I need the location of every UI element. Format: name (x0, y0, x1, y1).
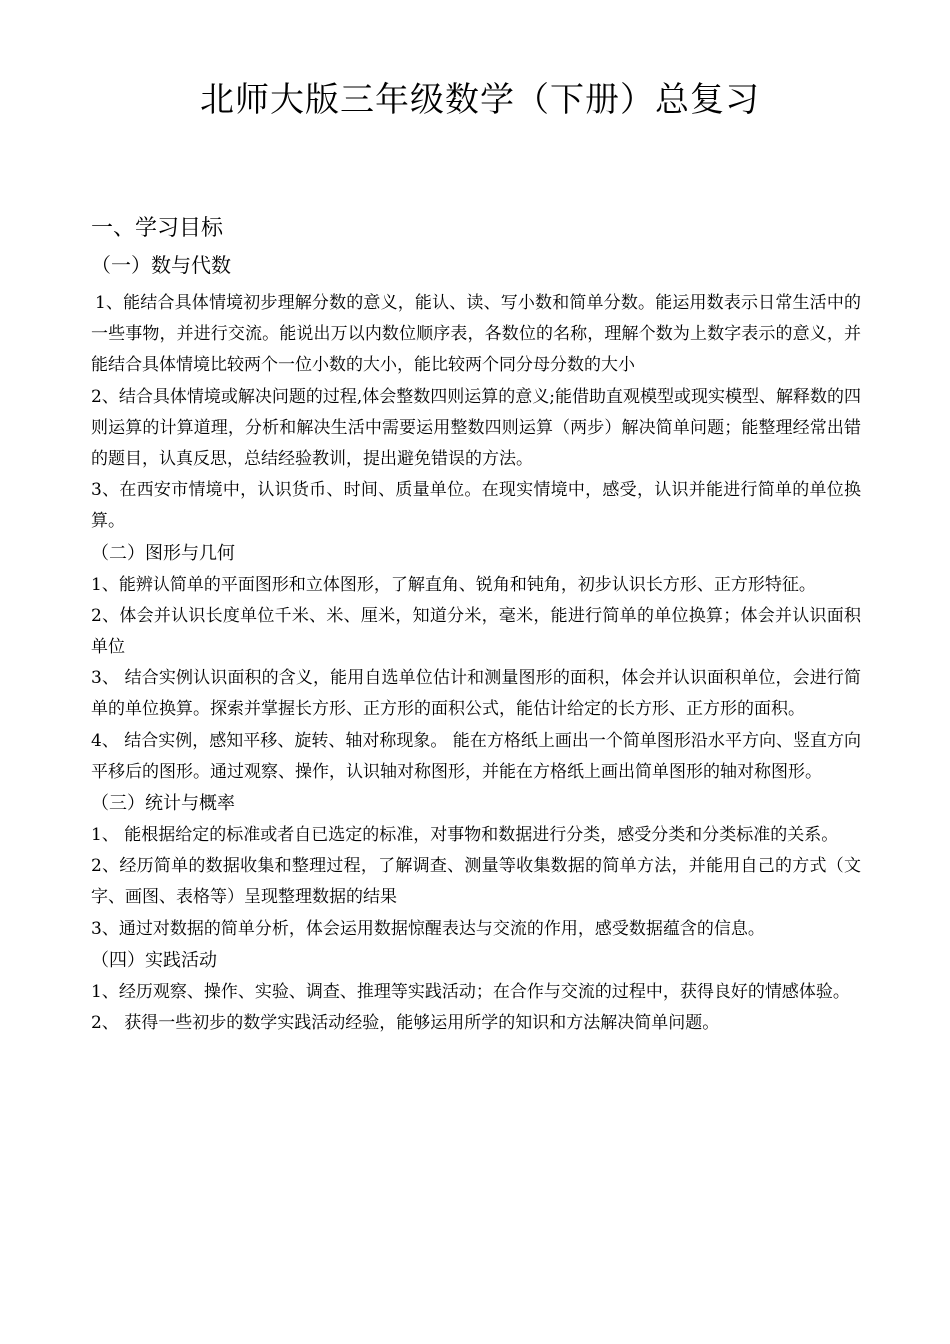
paragraph: 3、 结合实例认识面积的含义，能用自选单位估计和测量图形的面积，体会并认识面积单位，会进行简单的单位换算。探索并掌握长方形、正方形的面积公式，能估计给定的长方形、正方形的面积。 (91, 668, 861, 720)
paragraph: 3、在西安市情境中，认识货币、时间、质量单位。在现实情境中，感受，认识并能进行简单的单位换算。 (91, 480, 861, 532)
subsection-heading-number-algebra: （一）数与代数 (91, 253, 231, 277)
paragraph: 2、 获得一些初步的数学实践活动经验，能够运用所学的知识和方法解决简单问题。 (91, 1013, 720, 1034)
paragraph: 4、 结合实例，感知平移、旋转、轴对称现象。 能在方格纸上画出一个简单图形沿水平方向、竖直方向平移后的图形。通过观察、操作，认识轴对称图形，并能在方格纸上画出简单图形的轴对称图形。 (91, 730, 861, 782)
subsection-heading-statistics: （三）统计与概率 (91, 793, 235, 815)
subsection-heading-geometry: （二）图形与几何 (91, 542, 235, 564)
paragraph: 1、能辨认简单的平面图形和立体图形，了解直角、锐角和钝角，初步认识长方形、正方形特征。 (91, 574, 816, 595)
paragraph: 2、体会并认识长度单位千米、米、厘米，知道分米，毫米，能进行简单的单位换算；体会并认识面积单位 (91, 605, 861, 658)
document-title: 北师大版三年级数学（下册）总复习 (200, 80, 760, 120)
section-heading-learning-goals: 一、学习目标 (91, 216, 224, 241)
subsection-heading-practice: （四）实践活动 (91, 949, 217, 971)
paragraph: 1、能结合具体情境初步理解分数的意义，能认、读、写小数和简单分数。能运用数表示日常生活中的一些事物，并进行交流。能说出万以内数位顺序表，各数位的名称，理解个数为上数字表示的意义，并能结合具体情境比较两个一位小数的大小，能比较两个同分母分数的大小 (91, 293, 861, 376)
paragraph: 1、经历观察、操作、实验、调查、推理等实践活动；在合作与交流的过程中，获得良好的情感体验。 (91, 981, 850, 1002)
paragraph: 2、结合具体情境或解决问题的过程,体会整数四则运算的意义;能借助直观模型或现实模型、解释数的四则运算的计算道理，分析和解决生活中需要运用整数四则运算（两步）解决简单问题；能整理经常出错的题目，认真反思，总结经验教训，提出避免错误的方法。 (91, 386, 861, 470)
paragraph: 3、通过对数据的简单分析，体会运用数据惊醒表达与交流的作用，感受数据蕴含的信息。 (91, 918, 765, 939)
paragraph: 2、经历简单的数据收集和整理过程，了解调查、测量等收集数据的简单方法，并能用自己的方式（文字、画图、表格等）呈现整理数据的结果 (91, 856, 861, 908)
document-body (91, 210, 861, 1039)
paragraph: 1、 能根据给定的标准或者自已选定的标准，对事物和数据进行分类，感受分类和分类标准的关系。 (91, 825, 839, 846)
